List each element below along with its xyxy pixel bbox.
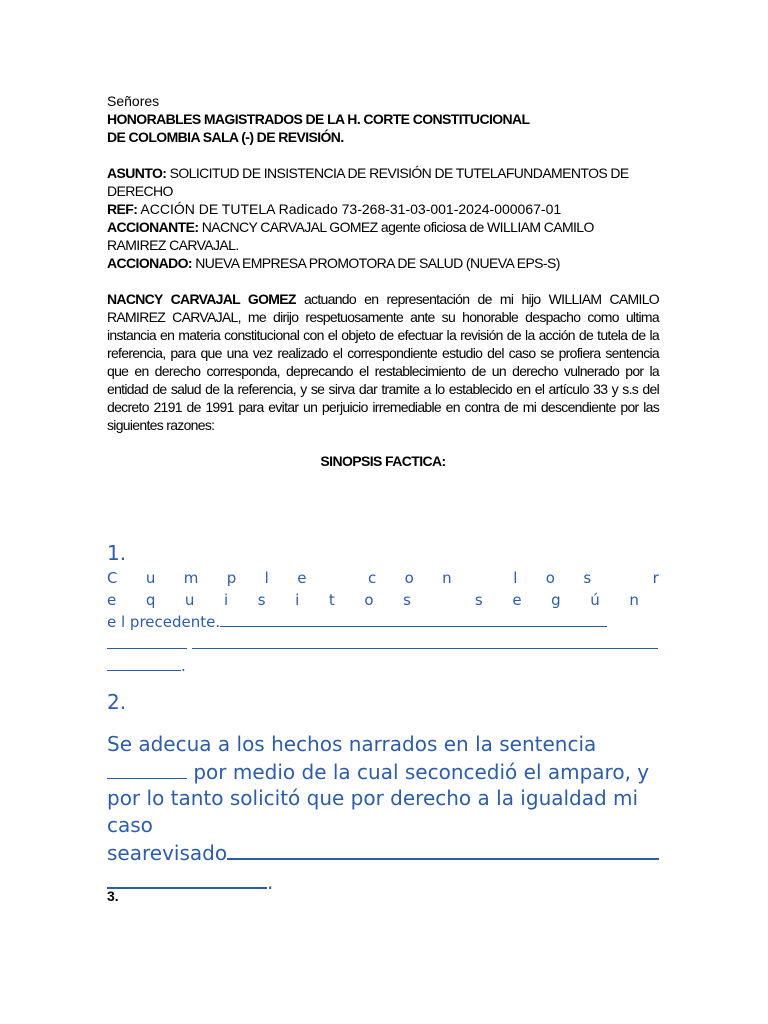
- item-2-line-6: [107, 867, 659, 896]
- addressee-line-2: DE COLOMBIA SALA (-) DE REVISIÓN.: [107, 129, 344, 145]
- item-2-line-4: caso: [107, 812, 153, 837]
- item-1-end: .: [181, 657, 186, 675]
- item-1-line-2: e q u i s i t o s s e g ú n: [107, 591, 639, 609]
- item-1-line-3: [107, 611, 659, 633]
- accionado-label: ACCIONADO:: [107, 255, 192, 271]
- addressee-line-1: HONORABLES MAGISTRADOS DE LA H. CORTE CONSTITUCIONAL: [107, 111, 530, 127]
- item-2-line-2: [107, 758, 659, 786]
- item-2-line-5: [107, 838, 659, 867]
- item-2-line-1: Se adecua a los hechos narrados en la sentencia: [107, 732, 597, 756]
- item-3-number: 3.: [107, 888, 119, 904]
- accionante-label: ACCIONANTE:: [107, 219, 199, 235]
- item-1-number: 1.: [107, 541, 127, 565]
- letter-body: [107, 92, 659, 470]
- asunto-label: ASUNTO:: [107, 165, 167, 181]
- item-2-line-2-text: por medio de la cual seconcedió el amparo, y: [187, 759, 650, 784]
- item-2-blank-1: [227, 838, 659, 860]
- accionante-text: NACNCY CARVAJAL GOMEZ agente oficiosa de WILLIAM CAMILO: [198, 219, 594, 235]
- item-2-end: .: [267, 869, 274, 894]
- item-1-blank-2: [107, 634, 187, 649]
- accionante-text-continued: RAMIREZ CARVAJAL.: [107, 237, 239, 253]
- item-1-blank-3: [192, 634, 658, 649]
- item-1-blank-4: [107, 656, 181, 671]
- section-title: SINOPSIS FACTICA:: [320, 453, 446, 469]
- item-2-text: [107, 731, 659, 895]
- item-2-line-5-text: searevisado: [107, 841, 228, 865]
- salutation: Señores: [107, 93, 160, 109]
- petitioner-name: NACNCY CARVAJAL GOMEZ: [107, 291, 296, 307]
- item-2-number: 2.: [107, 690, 127, 714]
- body-paragraph: [107, 290, 659, 434]
- item-2-line-3: por lo tanto solicitó que por derecho a la igualdad mi: [107, 786, 639, 810]
- ref-label: REF:: [107, 201, 138, 217]
- body-paragraph-text: actuando en representación de mi hijo WILLIAM CAMILO RAMIREZ CARVAJAL, me dirijo respetuosamente ante su honorable despacho como ultima instancia en materia constitucional con el objeto de efectuar la revisión de la acción de tutela de la referencia, para que una vez realizado el correspondiente estudio del caso se profiera sentencia que en derecho corresponda, deprecando el restablecimiento de un derecho vulnerado por la entidad de salud de la referencia, y se sirva dar tramite a lo establecido en el artículo 33 y s.s del decreto 2191 de 1991 para evitar un perjuicio irremediable en contra de mi descendiente por las siguientes razones:: [107, 291, 659, 433]
- accionado-line: [107, 254, 659, 272]
- asunto-line: [107, 164, 659, 182]
- item-1-precedente-text: e l precedente.: [107, 613, 221, 631]
- item-1-blank-1: [220, 612, 607, 627]
- item-1-line-5: [107, 655, 659, 677]
- asunto-text-continued: DERECHO: [107, 183, 173, 199]
- item-2-sentence-blank: [107, 758, 187, 779]
- accionado-text: NUEVA EMPRESA PROMOTORA DE SALUD (NUEVA EPS-S): [192, 255, 560, 271]
- ref-text: ACCIÓN DE TUTELA Radicado 73-268-31-03-001-2024-000067-01: [137, 201, 562, 217]
- asunto-text: SOLICITUD DE INSISTENCIA DE REVISIÓN DE TUTELAFUNDAMENTOS DE: [166, 165, 629, 181]
- item-2-blank-2: [107, 867, 267, 889]
- item-1-line-4: [107, 633, 659, 655]
- ref-line: [107, 200, 659, 218]
- item-1-line-1: C u m p l e c o n l o s r: [107, 569, 659, 587]
- accionante-line: [107, 218, 659, 236]
